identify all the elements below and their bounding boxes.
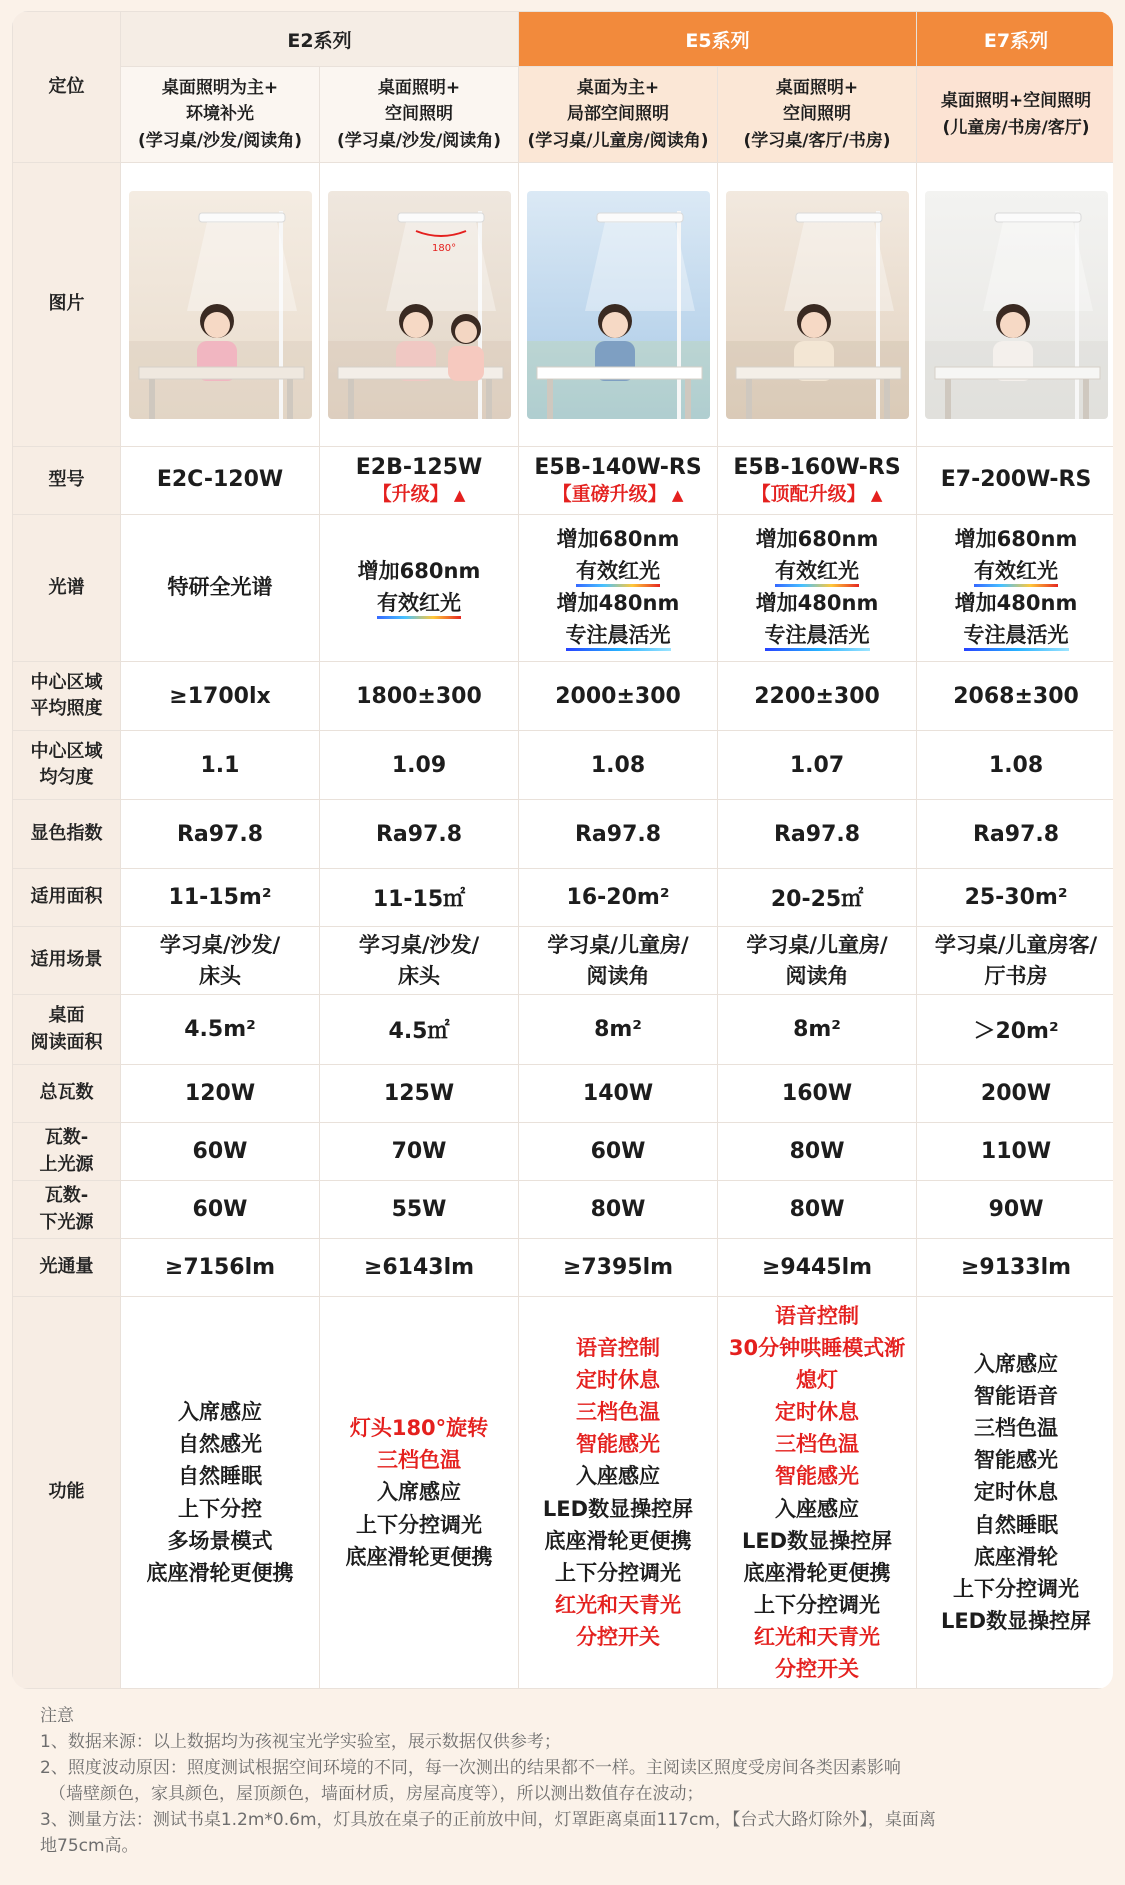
model-cell xyxy=(917,447,1113,515)
spectrum-line xyxy=(121,572,319,604)
positioning-cell xyxy=(519,67,718,163)
scene-line: 厅书房 xyxy=(984,963,1048,988)
total-watt-cell: 140W xyxy=(519,1065,718,1123)
scenes-cell xyxy=(121,927,320,995)
feature-item: 定时休息 xyxy=(974,1480,1059,1505)
upper-watt-cell: 80W xyxy=(718,1123,917,1181)
feature-item: 入席感应 xyxy=(974,1351,1059,1376)
upper-watt-cell: 70W xyxy=(320,1123,519,1181)
positioning-line: 桌面照明为主+ xyxy=(161,77,279,98)
feature-item: 30分钟哄睡模式渐 xyxy=(728,1335,906,1360)
label-area: 适用面积 xyxy=(13,869,121,927)
feature-item: 自然睡眠 xyxy=(974,1512,1059,1537)
feature-item: 入座感应 xyxy=(775,1496,860,1521)
positioning-line: (学习桌/客厅/书房) xyxy=(743,130,891,151)
model-cell xyxy=(320,447,519,515)
desk-area-cell: 8m² xyxy=(718,995,917,1065)
notes-title: 注意 xyxy=(40,1706,74,1726)
area-cell: 25-30m² xyxy=(917,869,1113,927)
total-watt-cell: 200W xyxy=(917,1065,1113,1123)
feature-item: 智能语音 xyxy=(974,1384,1059,1409)
feature-item: 灯头180°旋转 xyxy=(349,1416,489,1441)
uniformity-cell: 1.07 xyxy=(718,731,917,800)
uniformity-cell: 1.1 xyxy=(121,731,320,800)
product-photo xyxy=(527,191,710,419)
model-upgrade-tag xyxy=(519,482,717,507)
desk-area-cell: 8m² xyxy=(519,995,718,1065)
product-photo xyxy=(925,191,1108,419)
positioning-line: 桌面为主+ xyxy=(576,77,660,98)
lower-watt-cell: 80W xyxy=(519,1181,718,1239)
spectrum-text: 增加680nm xyxy=(755,527,879,552)
total-watt-cell: 160W xyxy=(718,1065,917,1123)
model-cell xyxy=(519,447,718,515)
lumen-cell: ≥7395lm xyxy=(519,1239,718,1297)
illuminance-cell: ≥1700lx xyxy=(121,662,320,731)
scenes-cell xyxy=(519,927,718,995)
scenes-cell xyxy=(917,927,1113,995)
label-illuminance: 中心区域 平均照度 xyxy=(13,662,121,731)
spectrum-cell xyxy=(917,515,1113,662)
feature-item: 上下分控调光 xyxy=(754,1592,881,1617)
spectrum-text: 增加480nm xyxy=(556,591,680,615)
spectrum-text: 有效红光 xyxy=(576,559,660,587)
lower-watt-cell: 60W xyxy=(121,1181,320,1239)
model-tag-text: 【重磅升级】 xyxy=(552,483,667,506)
positioning-cell xyxy=(917,67,1113,163)
feature-item: 红光和天青光 xyxy=(754,1625,881,1649)
model-tag-text: 【顶配升级】 xyxy=(751,483,866,506)
spectrum-line xyxy=(917,588,1113,620)
feature-item: LED数显操控屏 xyxy=(542,1496,694,1521)
features-cell xyxy=(718,1297,917,1689)
spectrum-text: 有效红光 xyxy=(377,591,461,619)
spectrum-text: 增加480nm xyxy=(755,591,879,615)
spectrum-text: 有效红光 xyxy=(775,559,859,587)
area-cell: 11-15m² xyxy=(121,869,320,927)
product-image-cell xyxy=(519,163,718,447)
label-lumen: 光通量 xyxy=(13,1239,121,1297)
cri-cell: Ra97.8 xyxy=(519,800,718,869)
positioning-line: (学习桌/沙发/阅读角) xyxy=(337,130,501,151)
feature-item: 底座滑轮更便携 xyxy=(743,1560,891,1585)
model-upgrade-tag xyxy=(718,482,916,507)
feature-item: 自然睡眠 xyxy=(178,1464,262,1489)
model-upgrade-tag xyxy=(320,482,518,507)
up-arrow-icon: ▲ xyxy=(666,486,684,505)
area-cell: 16-20m² xyxy=(519,869,718,927)
feature-item: 智能感光 xyxy=(576,1432,661,1457)
lower-watt-cell: 55W xyxy=(320,1181,519,1239)
positioning-line: 空间照明 xyxy=(385,104,453,125)
series-header-e5: E5系列 xyxy=(519,12,917,67)
upper-watt-cell: 110W xyxy=(917,1123,1113,1181)
spectrum-text: 专注晨活光 xyxy=(964,623,1069,651)
positioning-line: 环境补光 xyxy=(186,104,254,125)
feature-item: 底座滑轮 xyxy=(974,1544,1059,1569)
feature-item: 多场景模式 xyxy=(167,1528,273,1553)
spectrum-text: 专注晨活光 xyxy=(566,623,671,651)
rotation-badge: 180° xyxy=(431,242,456,254)
feature-item: 熄灯 xyxy=(796,1368,839,1392)
features-cell xyxy=(121,1297,320,1689)
label-total-watt: 总瓦数 xyxy=(13,1065,121,1123)
label-upper-watt: 瓦数- 上光源 xyxy=(13,1123,121,1181)
feature-item: 入席感应 xyxy=(178,1400,262,1425)
illuminance-cell: 2068±300 xyxy=(917,662,1113,731)
notes-section xyxy=(40,1703,1090,1859)
label-image: 图片 xyxy=(13,163,121,447)
label-desk-area: 桌面 阅读面积 xyxy=(13,995,121,1065)
lamp-photo-illustration xyxy=(925,191,1108,419)
spectrum-line xyxy=(718,524,916,556)
product-image-cell xyxy=(121,163,320,447)
scenes-cell xyxy=(718,927,917,995)
comparison-table-card xyxy=(12,11,1113,1689)
model-name: E7-200W-RS xyxy=(940,467,1092,493)
feature-item: 红光和天青光 xyxy=(555,1592,682,1617)
model-name: E2B-125W xyxy=(355,454,483,480)
lower-watt-cell: 80W xyxy=(718,1181,917,1239)
lumen-cell: ≥9133lm xyxy=(917,1239,1113,1297)
spectrum-line xyxy=(718,556,916,588)
feature-item: 三档色温 xyxy=(775,1432,860,1457)
spectrum-cell xyxy=(519,515,718,662)
feature-item: 语音控制 xyxy=(576,1335,661,1360)
lower-watt-cell: 90W xyxy=(917,1181,1113,1239)
total-watt-cell: 120W xyxy=(121,1065,320,1123)
feature-item: 入座感应 xyxy=(576,1464,661,1489)
positioning-line: 桌面照明+ xyxy=(775,77,859,98)
spectrum-line xyxy=(320,556,518,588)
spectrum-line xyxy=(519,524,717,556)
positioning-line: (儿童房/书房/客厅) xyxy=(942,117,1090,138)
product-photo xyxy=(726,191,909,419)
model-cell xyxy=(121,447,320,515)
feature-item: 三档色温 xyxy=(974,1416,1059,1441)
feature-item: 上下分控调光 xyxy=(555,1560,682,1585)
feature-item: 分控开关 xyxy=(775,1657,860,1682)
label-lower-watt: 瓦数- 下光源 xyxy=(13,1181,121,1239)
lumen-cell: ≥9445lm xyxy=(718,1239,917,1297)
features-cell xyxy=(917,1297,1113,1689)
feature-item: 智能感光 xyxy=(775,1464,860,1489)
product-image-cell xyxy=(718,163,917,447)
label-model: 型号 xyxy=(13,447,121,515)
note-line: 2、照度波动原因：照度测试根据空间环境的不同，每一次测出的结果都不一样。主阅读区照度受房间各类因素影响 xyxy=(40,1758,901,1778)
desk-area-cell: ＞20m² xyxy=(917,995,1113,1065)
model-name: E5B-160W-RS xyxy=(733,454,901,480)
scenes-cell xyxy=(320,927,519,995)
scene-line: 学习桌/沙发/ xyxy=(159,933,281,958)
positioning-line: 空间照明 xyxy=(783,104,852,125)
product-photo xyxy=(129,191,312,419)
positioning-cell xyxy=(121,67,320,163)
feature-item: 语音控制 xyxy=(775,1303,860,1328)
feature-item: 底座滑轮更便携 xyxy=(146,1560,294,1585)
note-line: （墙壁颜色，家具颜色，屋顶颜色，墙面材质，房屋高度等），所以测出数值存在波动； xyxy=(49,1784,704,1804)
product-photo xyxy=(328,191,511,419)
spectrum-line xyxy=(519,556,717,588)
positioning-line: 桌面照明+空间照明 xyxy=(940,91,1092,112)
feature-item: 底座滑轮更便携 xyxy=(345,1544,493,1569)
feature-item: 上下分控 xyxy=(178,1496,262,1521)
illuminance-cell: 2200±300 xyxy=(718,662,917,731)
spectrum-line xyxy=(917,556,1113,588)
uniformity-cell: 1.08 xyxy=(519,731,718,800)
features-cell xyxy=(320,1297,519,1689)
spectrum-line xyxy=(718,620,916,652)
positioning-line: 局部空间照明 xyxy=(567,104,670,125)
feature-item: 定时休息 xyxy=(775,1400,860,1425)
label-scenes: 适用场景 xyxy=(13,927,121,995)
note-line: 地75cm高。 xyxy=(40,1836,139,1856)
scene-line: 学习桌/沙发/ xyxy=(358,933,480,958)
spectrum-text: 增加680nm xyxy=(357,559,481,584)
up-arrow-icon: ▲ xyxy=(865,486,883,505)
spectrum-cell xyxy=(320,515,519,662)
desk-area-cell: 4.5m² xyxy=(121,995,320,1065)
illuminance-cell: 1800±300 xyxy=(320,662,519,731)
spectrum-line xyxy=(519,588,717,620)
feature-item: 分控开关 xyxy=(576,1625,661,1649)
model-tag-text: 【升级】 xyxy=(372,483,449,506)
desk-area-cell: 4.5㎡ xyxy=(320,995,519,1065)
scene-line: 床头 xyxy=(398,963,440,988)
upper-watt-cell: 60W xyxy=(121,1123,320,1181)
series-header-e7: E7系列 xyxy=(917,12,1113,67)
spectrum-text: 增加680nm xyxy=(556,527,680,552)
lumen-cell: ≥7156lm xyxy=(121,1239,320,1297)
positioning-line: (学习桌/沙发/阅读角) xyxy=(138,130,302,151)
spectrum-text: 专注晨活光 xyxy=(765,623,870,651)
label-spectrum: 光谱 xyxy=(13,515,121,662)
cri-cell: Ra97.8 xyxy=(718,800,917,869)
features-cell xyxy=(519,1297,718,1689)
feature-item: 上下分控调光 xyxy=(356,1512,482,1537)
spectrum-text: 增加680nm xyxy=(954,527,1078,552)
cri-cell: Ra97.8 xyxy=(320,800,519,869)
feature-item: 上下分控调光 xyxy=(953,1576,1080,1601)
spectrum-cell xyxy=(718,515,917,662)
positioning-line: 桌面照明+ xyxy=(377,77,461,98)
scene-line: 阅读角 xyxy=(586,963,650,988)
feature-item: 三档色温 xyxy=(377,1448,461,1473)
feature-item: LED数显操控屏 xyxy=(741,1528,893,1553)
spectrum-text: 增加480nm xyxy=(954,591,1078,615)
label-features: 功能 xyxy=(13,1297,121,1689)
feature-item: 底座滑轮更便携 xyxy=(544,1528,692,1553)
lamp-photo-illustration xyxy=(726,191,909,419)
comparison-table xyxy=(12,11,1113,1689)
cri-cell: Ra97.8 xyxy=(917,800,1113,869)
product-image-cell xyxy=(917,163,1113,447)
label-cri: 显色指数 xyxy=(13,800,121,869)
uniformity-cell: 1.08 xyxy=(917,731,1113,800)
note-line: 1、数据来源：以上数据均为孩视宝光学实验室，展示数据仅供参考； xyxy=(40,1732,561,1752)
model-name: E2C-120W xyxy=(156,467,284,493)
spectrum-line xyxy=(320,588,518,620)
product-image-cell xyxy=(320,163,519,447)
scene-line: 学习桌/儿童房/ xyxy=(746,933,888,958)
spectrum-line xyxy=(519,620,717,652)
scene-line: 阅读角 xyxy=(785,963,849,988)
scene-line: 床头 xyxy=(199,963,241,988)
scene-line: 学习桌/儿童房/ xyxy=(547,933,689,958)
feature-item: 三档色温 xyxy=(576,1400,661,1425)
label-uniformity: 中心区域 均匀度 xyxy=(13,731,121,800)
spectrum-line xyxy=(917,524,1113,556)
scene-line: 学习桌/儿童房客/ xyxy=(934,933,1098,958)
feature-item: 智能感光 xyxy=(974,1448,1059,1473)
spectrum-text: 有效红光 xyxy=(974,559,1058,587)
upper-watt-cell: 60W xyxy=(519,1123,718,1181)
spectrum-cell xyxy=(121,515,320,662)
feature-item: 自然感光 xyxy=(178,1432,262,1457)
note-line: 3、测量方法：测试书桌1.2m*0.6m，灯具放在桌子的正前放中间，灯罩距离桌面117cm，【台式大路灯除外】，桌面离 xyxy=(40,1810,936,1830)
cri-cell: Ra97.8 xyxy=(121,800,320,869)
total-watt-cell: 125W xyxy=(320,1065,519,1123)
spectrum-text: 特研全光谱 xyxy=(167,575,273,600)
lamp-photo-illustration xyxy=(328,191,511,419)
model-name: E5B-140W-RS xyxy=(534,454,702,480)
feature-item: 入席感应 xyxy=(377,1480,461,1505)
lumen-cell: ≥6143lm xyxy=(320,1239,519,1297)
area-cell: 20-25㎡ xyxy=(718,869,917,927)
positioning-cell xyxy=(718,67,917,163)
spectrum-line xyxy=(718,588,916,620)
uniformity-cell: 1.09 xyxy=(320,731,519,800)
up-arrow-icon: ▲ xyxy=(448,486,466,505)
feature-item: 定时休息 xyxy=(576,1368,661,1392)
spectrum-line xyxy=(917,620,1113,652)
label-positioning: 定位 xyxy=(13,12,121,163)
model-cell xyxy=(718,447,917,515)
lamp-photo-illustration xyxy=(129,191,312,419)
area-cell: 11-15㎡ xyxy=(320,869,519,927)
positioning-cell xyxy=(320,67,519,163)
series-header-e2: E2系列 xyxy=(121,12,519,67)
feature-item: LED数显操控屏 xyxy=(940,1608,1092,1633)
positioning-line: (学习桌/儿童房/阅读角) xyxy=(527,130,709,151)
lamp-photo-illustration xyxy=(527,191,710,419)
illuminance-cell: 2000±300 xyxy=(519,662,718,731)
